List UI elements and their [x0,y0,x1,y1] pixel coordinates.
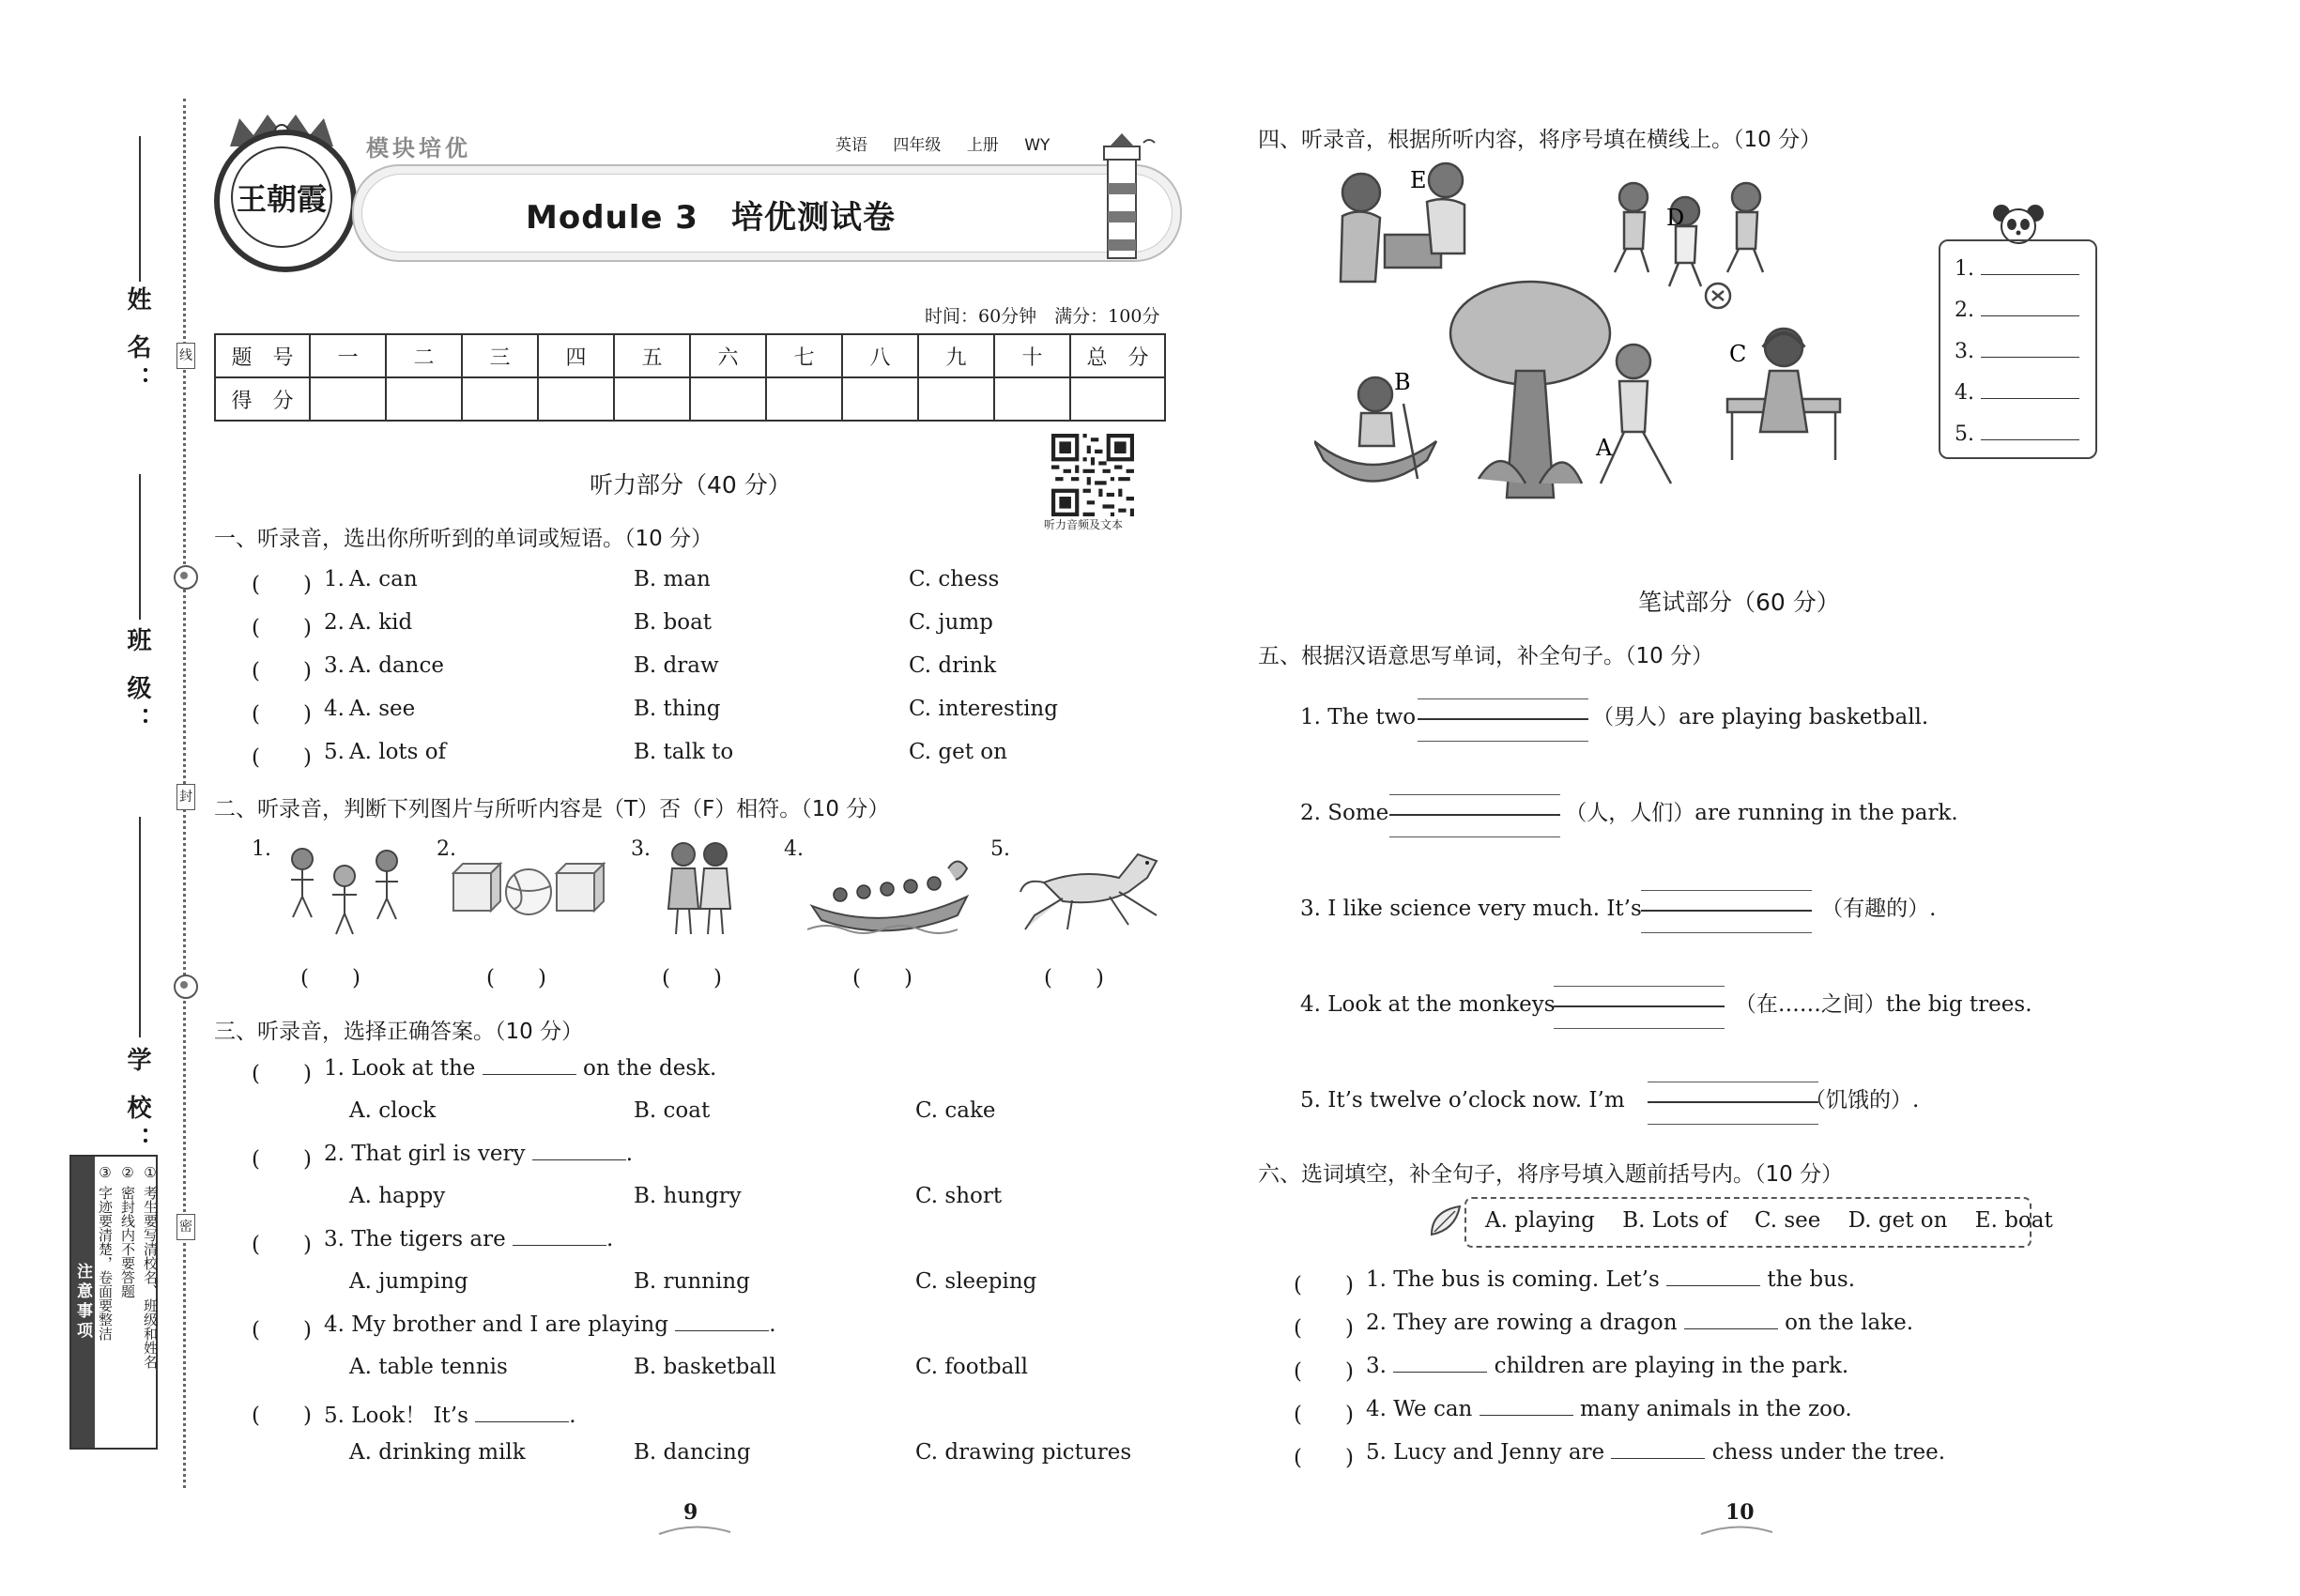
punch-hole-icon [174,565,198,590]
fill-blank[interactable] [483,1074,576,1075]
tf-bracket[interactable]: ( ) [852,966,912,990]
section5-title: 五、根据汉语意思写单词，补全句子。（10 分） [1258,644,1714,668]
section4-title: 四、听录音，根据所听内容，将序号填在横线上。（10 分） [1258,128,1822,152]
s3-option-a: A. clock [349,1098,437,1123]
book-meta [836,131,1070,155]
s5-sentence [1300,1082,1919,1113]
s6-sentence-post: children are playing in the park. [1494,1354,1849,1378]
answer-blank[interactable] [1981,357,2079,358]
answer-number: 4. [1955,381,1974,405]
score-input[interactable] [538,377,614,421]
s1-option-c: C. interesting [909,697,1058,721]
s1-option-b: B. thing [634,697,721,721]
s3-option-c: C. short [915,1184,1003,1208]
score-input[interactable] [614,377,690,421]
s1-option-b: B. talk to [634,740,734,764]
answer-bracket[interactable]: ( ) [252,745,312,770]
s6-sentence-pre: 2. They are rowing a dragon [1366,1311,1678,1335]
written-part-title: 笔试部分（60 分） [1638,589,1840,616]
score-input[interactable] [386,377,462,421]
picture-number: 2. [437,837,456,861]
s5-sentence-pre: 2. Some [1300,801,1389,825]
s6-sentence-pre: 4. We can [1366,1397,1473,1421]
s1-option-a: A. see [349,697,416,721]
meta-subject: 英语 [836,136,867,155]
s3-question-post: . [569,1404,576,1428]
fill-blank[interactable] [1480,1415,1573,1416]
answer-number: 5. [1955,422,1974,446]
fill-blank[interactable] [513,1245,606,1246]
answer-bracket[interactable]: ( ) [1294,1403,1354,1427]
score-input[interactable] [1070,377,1165,421]
s1-num: 1. [324,567,345,591]
answer-line [1955,381,2079,405]
section1-title: 一、听录音，选出你所听到的单词或短语。（10 分） [214,527,713,551]
s5-sentence-pre: 1. The two [1300,705,1417,729]
page-number-left: 9 [683,1500,698,1525]
class-label: 班 级： [123,627,151,740]
s3-option-c: C. football [915,1355,1028,1379]
fill-blank[interactable] [1666,1285,1760,1286]
s3-option-a: A. table tennis [349,1355,508,1379]
tf-bracket[interactable]: ( ) [300,966,360,990]
s5-sentence-hint: （饥饿的）. [1803,1088,1920,1113]
score-table [214,333,1166,422]
s3-option-b: B. basketball [634,1355,776,1379]
s3-option-b: B. coat [634,1098,711,1123]
s1-option-c: C. get on [909,740,1007,764]
fill-blank[interactable] [1611,1458,1705,1459]
s6-sentence [1366,1397,1852,1421]
score-input[interactable] [690,377,766,421]
notes-item: ② 密封线内不要答题 [119,1164,136,1298]
s6-sentence-pre: 1. The bus is coming. Let’s [1366,1267,1660,1292]
answer-bracket[interactable]: ( ) [252,1233,312,1257]
s6-sentence [1366,1311,1913,1335]
school-line [139,817,141,1037]
s3-option-c: C. cake [915,1098,996,1123]
answer-bracket[interactable]: ( ) [1294,1359,1354,1384]
brand-logo [214,130,357,272]
s3-option-b: B. dancing [634,1440,751,1465]
boxes-and-ball-picture [449,854,608,929]
s6-sentence [1366,1354,1848,1378]
scene-label-b: B [1394,369,1411,395]
s1-option-a: A. can [349,567,418,591]
s1-option-c: C. jump [909,610,993,635]
score-cell: 题 号 [215,334,310,377]
answer-bracket[interactable]: ( ) [252,1404,312,1428]
s1-option-a: A. dance [349,653,444,678]
s6-sentence [1366,1267,1855,1292]
s1-option-c: C. drink [909,653,997,678]
answer-bracket[interactable]: ( ) [252,1147,312,1172]
tf-bracket[interactable]: ( ) [662,966,722,990]
s1-num: 4. [324,697,345,721]
s6-sentence [1366,1440,1945,1465]
answer-bracket[interactable]: ( ) [252,573,312,597]
s5-sentence [1300,699,1928,730]
fill-blank[interactable] [475,1421,569,1422]
children-dancing-picture [274,840,415,944]
meta-term: 上册 [966,136,999,155]
s1-num: 3. [324,653,345,678]
score-cell: 五 [614,334,690,377]
section6-title: 六、选词填空，补全句子，将序号填入题前括号内。（10 分） [1258,1162,1844,1187]
score-cell: 十 [994,334,1070,377]
s1-num: 2. [324,610,345,635]
s5-sentence-hint: （有趣的）. [1821,897,1937,921]
notes-item: ① 考生要写清校名、班级和姓名 [142,1164,159,1369]
s3-question-post: . [769,1312,776,1337]
s3-question [324,1398,576,1429]
s1-option-b: B. man [634,567,711,591]
answer-line [1955,422,2079,446]
s3-question [324,1227,613,1251]
s5-sentence-pre: 3. I like science very much. It’s [1300,897,1642,921]
word-option: E. boat [1974,1208,2053,1233]
word-bank [1464,1197,2053,1248]
answer-line [1955,299,2079,322]
s3-question-pre: 4. My brother and I are playing [324,1312,668,1337]
picture-number: 4. [784,837,804,861]
score-input[interactable] [766,377,842,421]
qr-code-icon[interactable] [1051,434,1134,516]
s3-option-a: A. drinking milk [349,1440,526,1465]
s1-option-a: A. kid [349,610,413,635]
s6-sentence-pre: 5. Lucy and Jenny are [1366,1440,1605,1465]
score-input[interactable] [918,377,994,421]
score-input[interactable] [842,377,918,421]
score-cell: 四 [538,334,614,377]
answer-bracket[interactable]: ( ) [1294,1316,1354,1341]
word-option: C. see [1754,1208,1821,1233]
word-option: D. get on [1848,1208,1948,1233]
school-label: 学 校： [123,1047,151,1159]
s1-option-b: B. boat [634,610,713,635]
score-cell: 八 [842,334,918,377]
answer-bracket[interactable]: ( ) [252,659,312,683]
s3-option-a: A. happy [349,1184,446,1208]
time-info: 时间：60分钟 满分：100分 [925,306,1160,327]
qr-caption: 听力音频及文本 [1044,518,1124,531]
page-title: Module 3 培优测试卷 [526,199,896,237]
score-cell: 三 [462,334,538,377]
fill-blank[interactable] [532,1159,626,1160]
answer-bracket[interactable]: ( ) [252,702,312,727]
lighthouse-icon [1080,131,1164,263]
answer-blank[interactable] [1981,439,2079,440]
s5-sentence [1300,987,2032,1018]
section3-title: 三、听录音，选择正确答案。（10 分） [214,1020,584,1044]
score-input[interactable] [310,377,386,421]
picture-number: 1. [252,837,271,861]
s3-question-pre: 2. That girl is very [324,1142,526,1166]
page-number-right: 10 [1725,1500,1755,1525]
cut-mark: 封 [176,784,195,810]
series-name: 模块培优 [366,135,471,161]
score-cell: 七 [766,334,842,377]
s3-option-c: C. drawing pictures [915,1440,1132,1465]
two-girls-picture [657,836,742,944]
listening-part-title: 听力部分（40 分） [590,471,791,499]
s1-option-b: B. draw [634,653,719,678]
score-header-row [215,334,1165,377]
score-cell: 六 [690,334,766,377]
answer-bracket[interactable]: ( ) [252,1318,312,1343]
score-input[interactable] [462,377,538,421]
tf-bracket[interactable]: ( ) [486,966,546,990]
section2-title: 二、听录音，判断下列图片与所听内容是（T）否（F）相符。（10 分） [214,797,890,821]
answer-blank[interactable] [1981,315,2079,316]
name-line [139,136,141,282]
answer-bracket[interactable]: ( ) [252,616,312,640]
answer-bracket[interactable]: ( ) [1294,1446,1354,1470]
answer-line [1955,257,2079,281]
word-option: A. playing [1485,1208,1595,1233]
s6-sentence-pre: 3. [1366,1354,1387,1378]
answer-line [1955,340,2079,363]
s1-option-c: C. chess [909,567,1000,591]
s5-sentence-hint: （人，人们）are running in the park. [1565,801,1958,825]
s3-question [324,1056,716,1081]
fill-blank[interactable] [1393,1372,1487,1373]
leaf-icon [1427,1202,1464,1239]
s3-option-b: B. hungry [634,1184,742,1208]
picture-number: 3. [631,837,651,861]
picture-number: 5. [990,837,1010,861]
score-row-label: 得 分 [215,377,310,421]
s3-option-c: C. sleeping [915,1269,1037,1294]
page-swoosh-icon [657,1523,732,1538]
notes-title: 注意事项 [71,1157,95,1448]
score-input[interactable] [994,377,1070,421]
s3-option-a: A. jumping [349,1269,468,1294]
answer-bracket[interactable]: ( ) [1294,1273,1354,1297]
s6-sentence-post: the bus. [1767,1267,1856,1292]
cut-mark: 密 [176,1214,195,1240]
score-cell: 二 [386,334,462,377]
answer-bracket[interactable]: ( ) [252,1062,312,1086]
fill-blank[interactable] [1684,1328,1778,1329]
answer-number: 2. [1955,299,1974,322]
answer-number: 1. [1955,257,1974,281]
logo-text: 王朝霞 [231,146,332,248]
answer-number: 3. [1955,340,1974,363]
s1-option-a: A. lots of [349,740,447,764]
fill-blank[interactable] [675,1330,769,1331]
scene-label-e: E [1410,167,1427,193]
page-swoosh-icon [1699,1523,1774,1538]
s3-question-post: . [606,1227,614,1251]
s3-question [324,1312,776,1337]
s3-question-pre: 1. Look at the [324,1056,476,1081]
dragon-boat-picture [807,840,972,939]
s5-sentence [1300,795,1958,826]
answer-blank[interactable] [1981,274,2079,275]
s5-sentence-pre: 5. It’s twelve o’clock now. I’m [1300,1088,1625,1113]
s5-sentence-hint: （男人）are playing basketball. [1592,705,1929,729]
s3-question-pre: 5. Look！ It’s [324,1404,468,1428]
score-value-row [215,377,1165,421]
s5-sentence [1300,891,1936,922]
s6-sentence-post: many animals in the zoo. [1579,1397,1852,1421]
scene-label-a: A [1596,435,1613,461]
cut-mark: 线 [176,343,195,369]
running-horse-picture [1016,840,1166,939]
scene-label-c: C [1729,341,1747,367]
s6-sentence-post: on the lake. [1785,1311,1914,1335]
s3-question [324,1142,633,1166]
s6-sentence-post: chess under the tree. [1711,1440,1946,1465]
score-cell: 九 [918,334,994,377]
tf-bracket[interactable]: ( ) [1044,966,1104,990]
s3-question-post: on the desk. [583,1056,717,1081]
answer-blank[interactable] [1981,398,2079,399]
class-line [139,474,141,620]
word-option: B. Lots of [1622,1208,1727,1233]
notes-box [69,1155,158,1450]
panda-icon [1990,202,2047,244]
s5-sentence-hint: （在……之间）the big trees. [1734,992,2032,1017]
score-cell: 总 分 [1070,334,1165,377]
punch-hole-icon [174,974,198,999]
s1-num: 5. [324,740,345,764]
scene-label-d: D [1666,205,1685,231]
s3-question-pre: 3. The tigers are [324,1227,506,1251]
name-label: 姓 名： [123,286,151,399]
meta-grade: 四年级 [893,136,942,155]
s5-sentence-pre: 4. Look at the monkeys [1300,992,1556,1017]
s3-option-b: B. running [634,1269,750,1294]
meta-edition: WY [1024,136,1050,155]
park-scene-picture [1314,160,1849,512]
notes-item: ③ 字迹要清楚，卷面要整洁 [97,1164,114,1341]
score-cell: 一 [310,334,386,377]
s3-question-post: . [625,1142,634,1166]
